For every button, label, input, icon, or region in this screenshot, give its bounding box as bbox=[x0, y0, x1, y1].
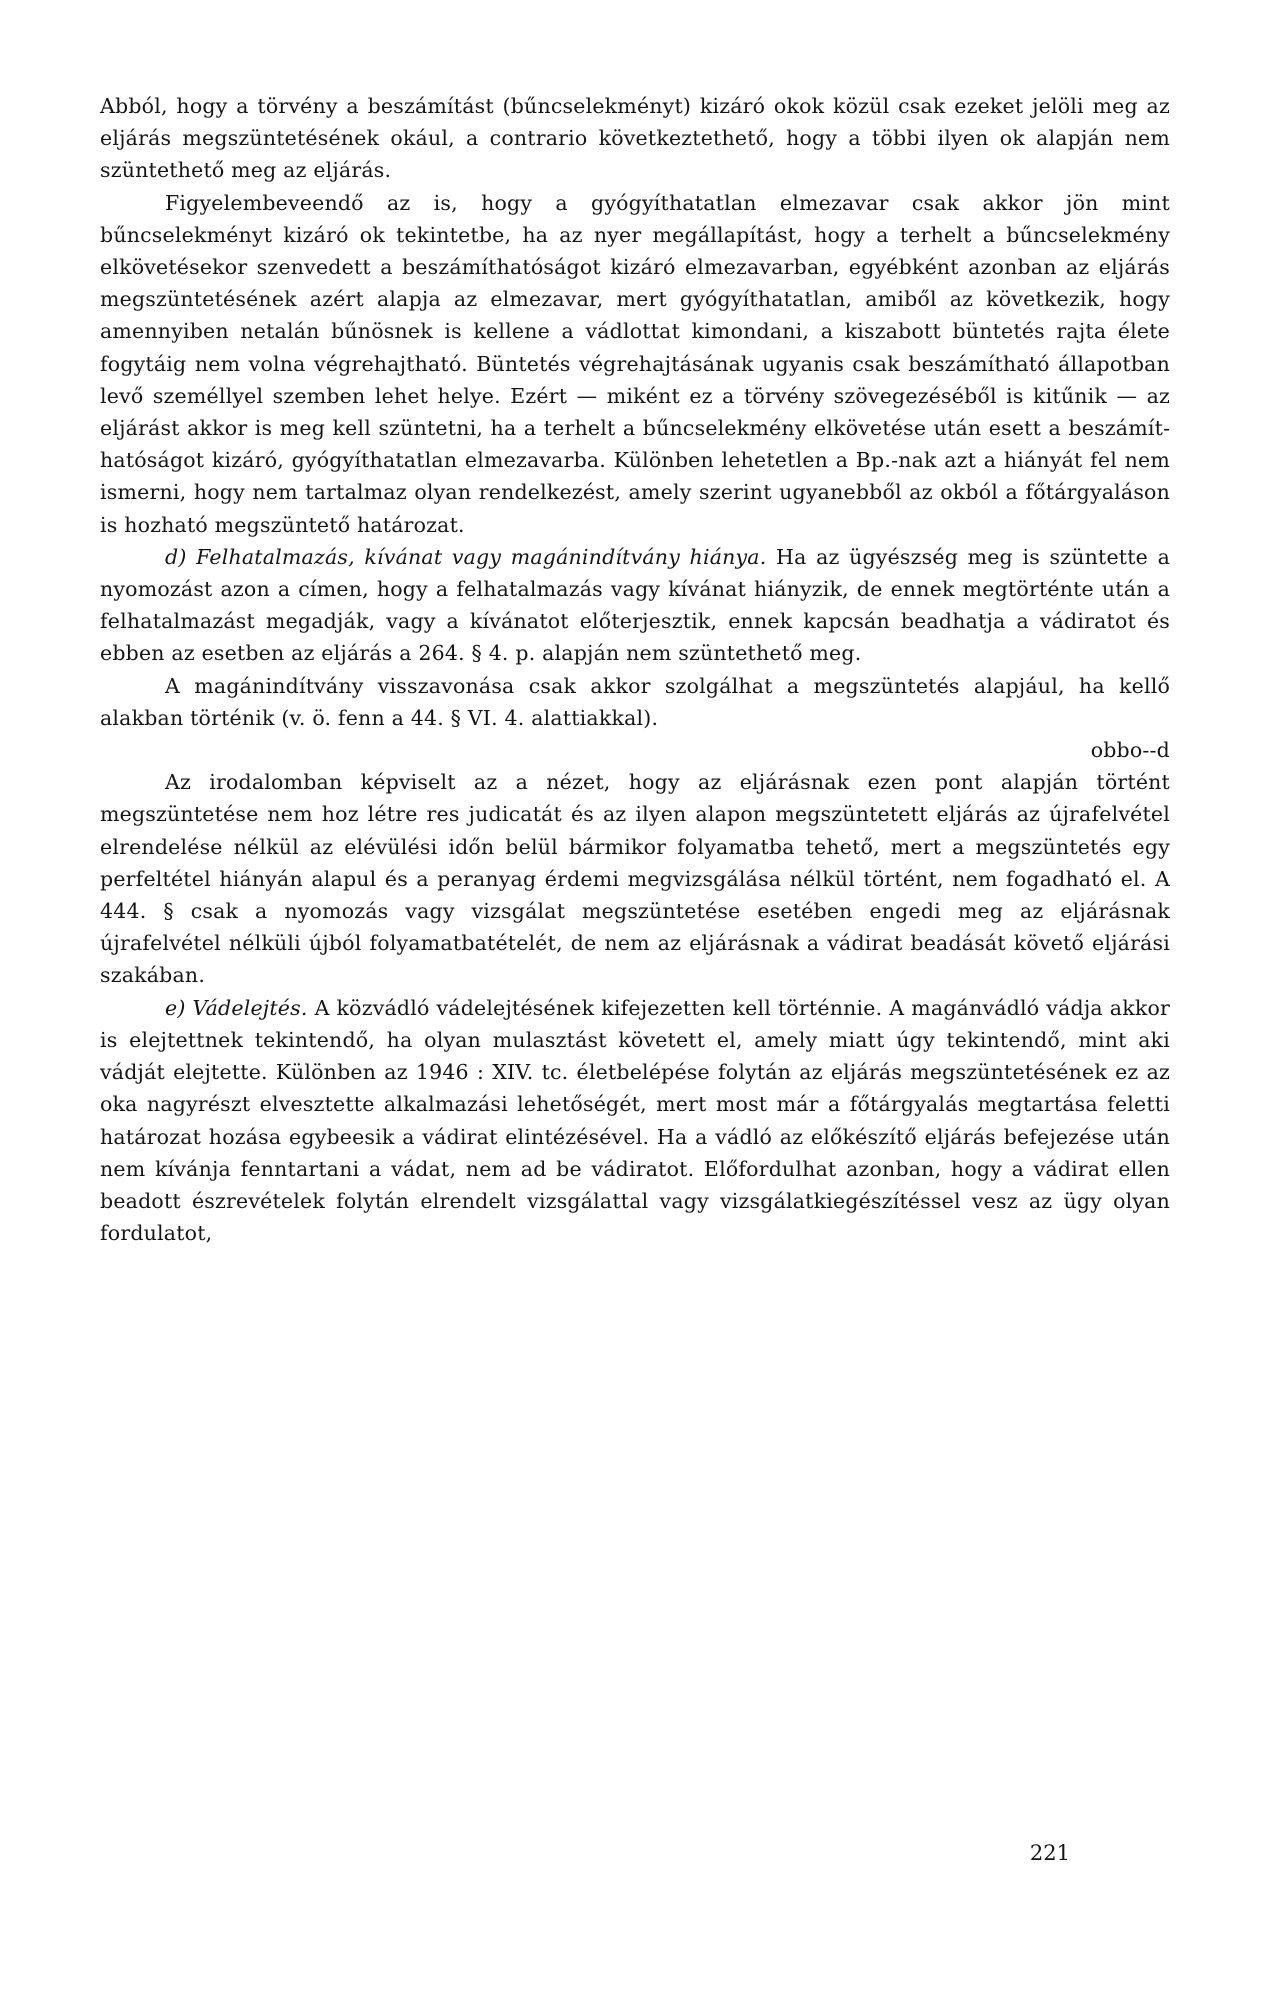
page-number: 221 bbox=[1029, 1841, 1070, 1865]
paragraph-text: Abból, hogy a törvény a beszámítást (bűncselekményt) kizáró okok közül csak ezeket jelöli meg az eljárás megszüntetésének okául, a contrario következtethető, hogy a többi ilyen ok alapján nem szüntethető meg az eljárás. bbox=[100, 94, 1170, 183]
section-heading: d) Felhatalmazás, kívánat vagy magánindítvány hiánya. bbox=[165, 544, 767, 569]
paragraph-text: A magánindítvány visszavonása csak akkor szolgálhat a megszüntetés alapjául, ha kellő alakban történik (v. ö. fenn a 44. § VI. 4. alattiakkal). bbox=[100, 673, 1170, 730]
paragraph-text: Ha az ügyészség meg is szüntette a nyomozást azon a címen, hogy a felhatalmazás vagy kívánat hiányzik, de ennek megtörténte után a felhatalmazást megadják, vagy a kívánatot előterjesztik, ennek kapcsán beadhatja a vádiratot és ebben az esetben az eljárás a 264. § 4. p. alapján nem szüntethető meg. bbox=[100, 544, 1170, 666]
paragraph bbox=[100, 766, 1170, 991]
paragraph bbox=[100, 90, 1170, 187]
paragraph-text: Az irodalomban képviselt az a nézet, hogy az eljárásnak ezen pont alapján történt megszüntetése nem hoz létre res judicatát és az ilyen alapon megszüntetett eljárás az újrafelvétel elrendelése nélkül az elévülési időn belül bármikor folyamatba tehető, mert a megszüntetés egy perfeltétel hiányán alapul és a peranyag érdemi megvizsgálása nélkül történt, nem fogadható el. A 444. § csak a nyomozás vagy vizsgálat megszüntetése esetében engedi meg az eljárásnak újrafelvétel nélküli újból folyamatbatételét, de nem az eljárásnak a vádirat beadását követő eljárási szakában. bbox=[100, 770, 1170, 988]
document-page bbox=[100, 90, 1170, 1970]
paragraph-text: Figyelembeveendő az is, hogy a gyógyíthatatlan elmezavar csak akkor jön mint bűncselekményt kizáró ok tekintetbe, ha az nyer megállapítást, hogy a terhelt a bűncselekmény elkövetésekor szenvedett a beszámíthatóságot kizáró elmezavarban, egyébként azonban az eljárás megszüntetésének azért alapja az elmezavar, mert gyógyíthatatlan, amiből az következik, hogy amennyiben netalán bűnösnek is kellene a vádlottat kimondani, a kiszabott büntetés rajta élete fogytáig nem volna végrehajtható. Büntetés végrehajtásának ugyanis csak beszámítható állapotban levő személlyel szemben lehet helye. Ezért — miként ez a törvény szövegezéséből is kitűnik — az eljárást akkor is meg kell szüntetni, ha a terhelt a bűncselekmény elkövetése után esett a beszámíthatóságot kizáró, gyógyíthatatlan elmezavarba. Különben lehetetlen a Bp.-nak azt a hiányát fel nem ismerni, hogy nem tartalmaz olyan rendelkezést, amely szerint ugyanebből az okból a főtárgyaláson is hozható megszüntető határozat. bbox=[100, 190, 1170, 537]
margin-note: obbo--d bbox=[1090, 738, 1170, 763]
paragraph bbox=[100, 541, 1170, 670]
section-heading: e) Vádelejtés. bbox=[165, 995, 308, 1020]
paragraph bbox=[100, 670, 1170, 767]
paragraph-text: A közvádló vádelejtésének kifejezetten kell történnie. A magánvádló vádja akkor is elejtettnek tekintendő, ha olyan mulasztást követett el, amely miatt úgy tekintendő, mint aki vádját elejtette. Különben az 1946 : XIV. tc. életbelépése folytán az eljárás megszüntetésének ez az oka nagyrészt elvesztette alkalmazási lehetőségét, mert most már a főtárgyalás megtartása feletti határozat hozása egybeesik a vádirat elintézésével. Ha a vádló az előkészítő eljárás befejezése után nem kívánja fenntartani a vádat, nem ad be vádiratot. Előfordulhat azonban, hogy a vádirat ellen beadott észrevételek folytán elrendelt vizsgálattal vagy vizsgálatkiegészítéssel vesz az ügy olyan fordulatot, bbox=[100, 995, 1171, 1246]
paragraph bbox=[100, 187, 1170, 541]
paragraph bbox=[100, 992, 1170, 1250]
